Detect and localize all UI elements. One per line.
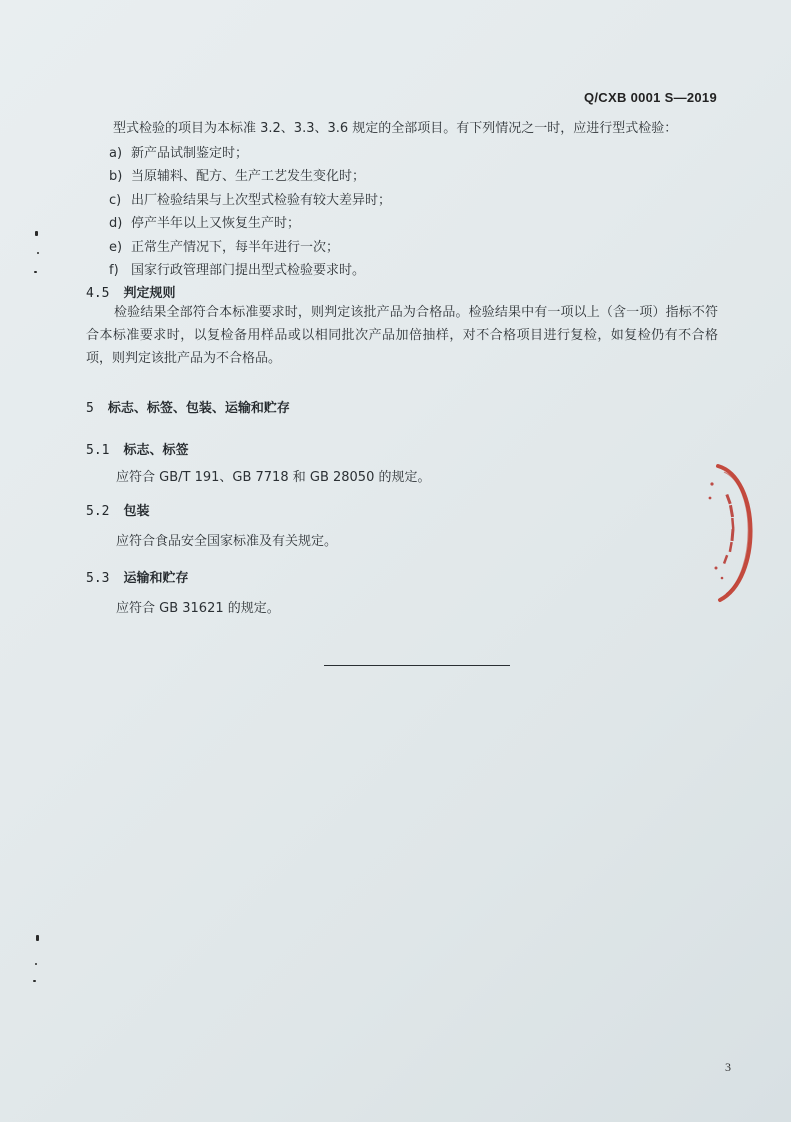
section-5-heading — [86, 397, 290, 416]
list-item: b) 当原辅料、配方、生产工艺发生变化时； — [109, 169, 366, 185]
section-number: 5.3 — [86, 571, 110, 586]
section-title: 包装 — [123, 504, 150, 519]
type-inspection-intro: 型式检验的项目为本标准 3.2、3.3、3.6 规定的全部项目。有下列情况之一时，应进行型式检验： — [113, 121, 678, 136]
transport-storage-text: 应符合 GB 31621 的规定。 — [116, 601, 280, 616]
section-title: 运输和贮存 — [123, 571, 189, 586]
section-5-3-heading — [86, 567, 189, 586]
section-5-2-heading — [86, 500, 150, 519]
list-item: a) 新产品试制鉴定时； — [109, 146, 249, 161]
section-number: 5.1 — [86, 443, 110, 458]
section-title: 标志、标签 — [123, 443, 189, 458]
list-item: d) 停产半年以上又恢复生产时； — [109, 216, 301, 232]
marking-labeling-text: 应符合 GB/T 191、GB 7718 和 GB 28050 的规定。 — [116, 470, 431, 485]
list-item: e) 正常生产情况下，每半年进行一次； — [109, 239, 340, 255]
list-item: f) 国家行政管理部门提出型式检验要求时。 — [109, 263, 366, 279]
section-title: 判定规则 — [123, 286, 176, 301]
section-number: 4.5 — [86, 286, 110, 301]
red-seal-stamp — [700, 458, 770, 608]
standard-code: Q/CXB 0001 S—2019 — [583, 90, 717, 105]
packaging-text: 应符合食品安全国家标准及有关规定。 — [116, 534, 338, 549]
judgement-rules-paragraph: 检验结果全部符合本标准要求时，则判定该批产品为合格品。检验结果中有一项以上（含一项）指标不符合本标准要求时，以复检备用样品或以相同批次产品加倍抽样，对不合格项目进行复检，如复检仍有不合格项，则判定该批产品为不合格品。 — [86, 305, 718, 366]
section-number: 5.2 — [86, 504, 110, 519]
section-number: 5 — [86, 401, 94, 416]
section-5-1-heading — [86, 439, 189, 458]
type-inspection-conditions-list — [109, 142, 391, 282]
list-item: c) 出厂检验结果与上次型式检验有较大差异时； — [109, 192, 392, 208]
section-title: 标志、标签、包装、运输和贮存 — [107, 401, 290, 416]
end-of-document-rule — [324, 665, 510, 666]
page-number: 3 — [725, 1060, 731, 1074]
section-4-5-heading — [86, 282, 176, 301]
